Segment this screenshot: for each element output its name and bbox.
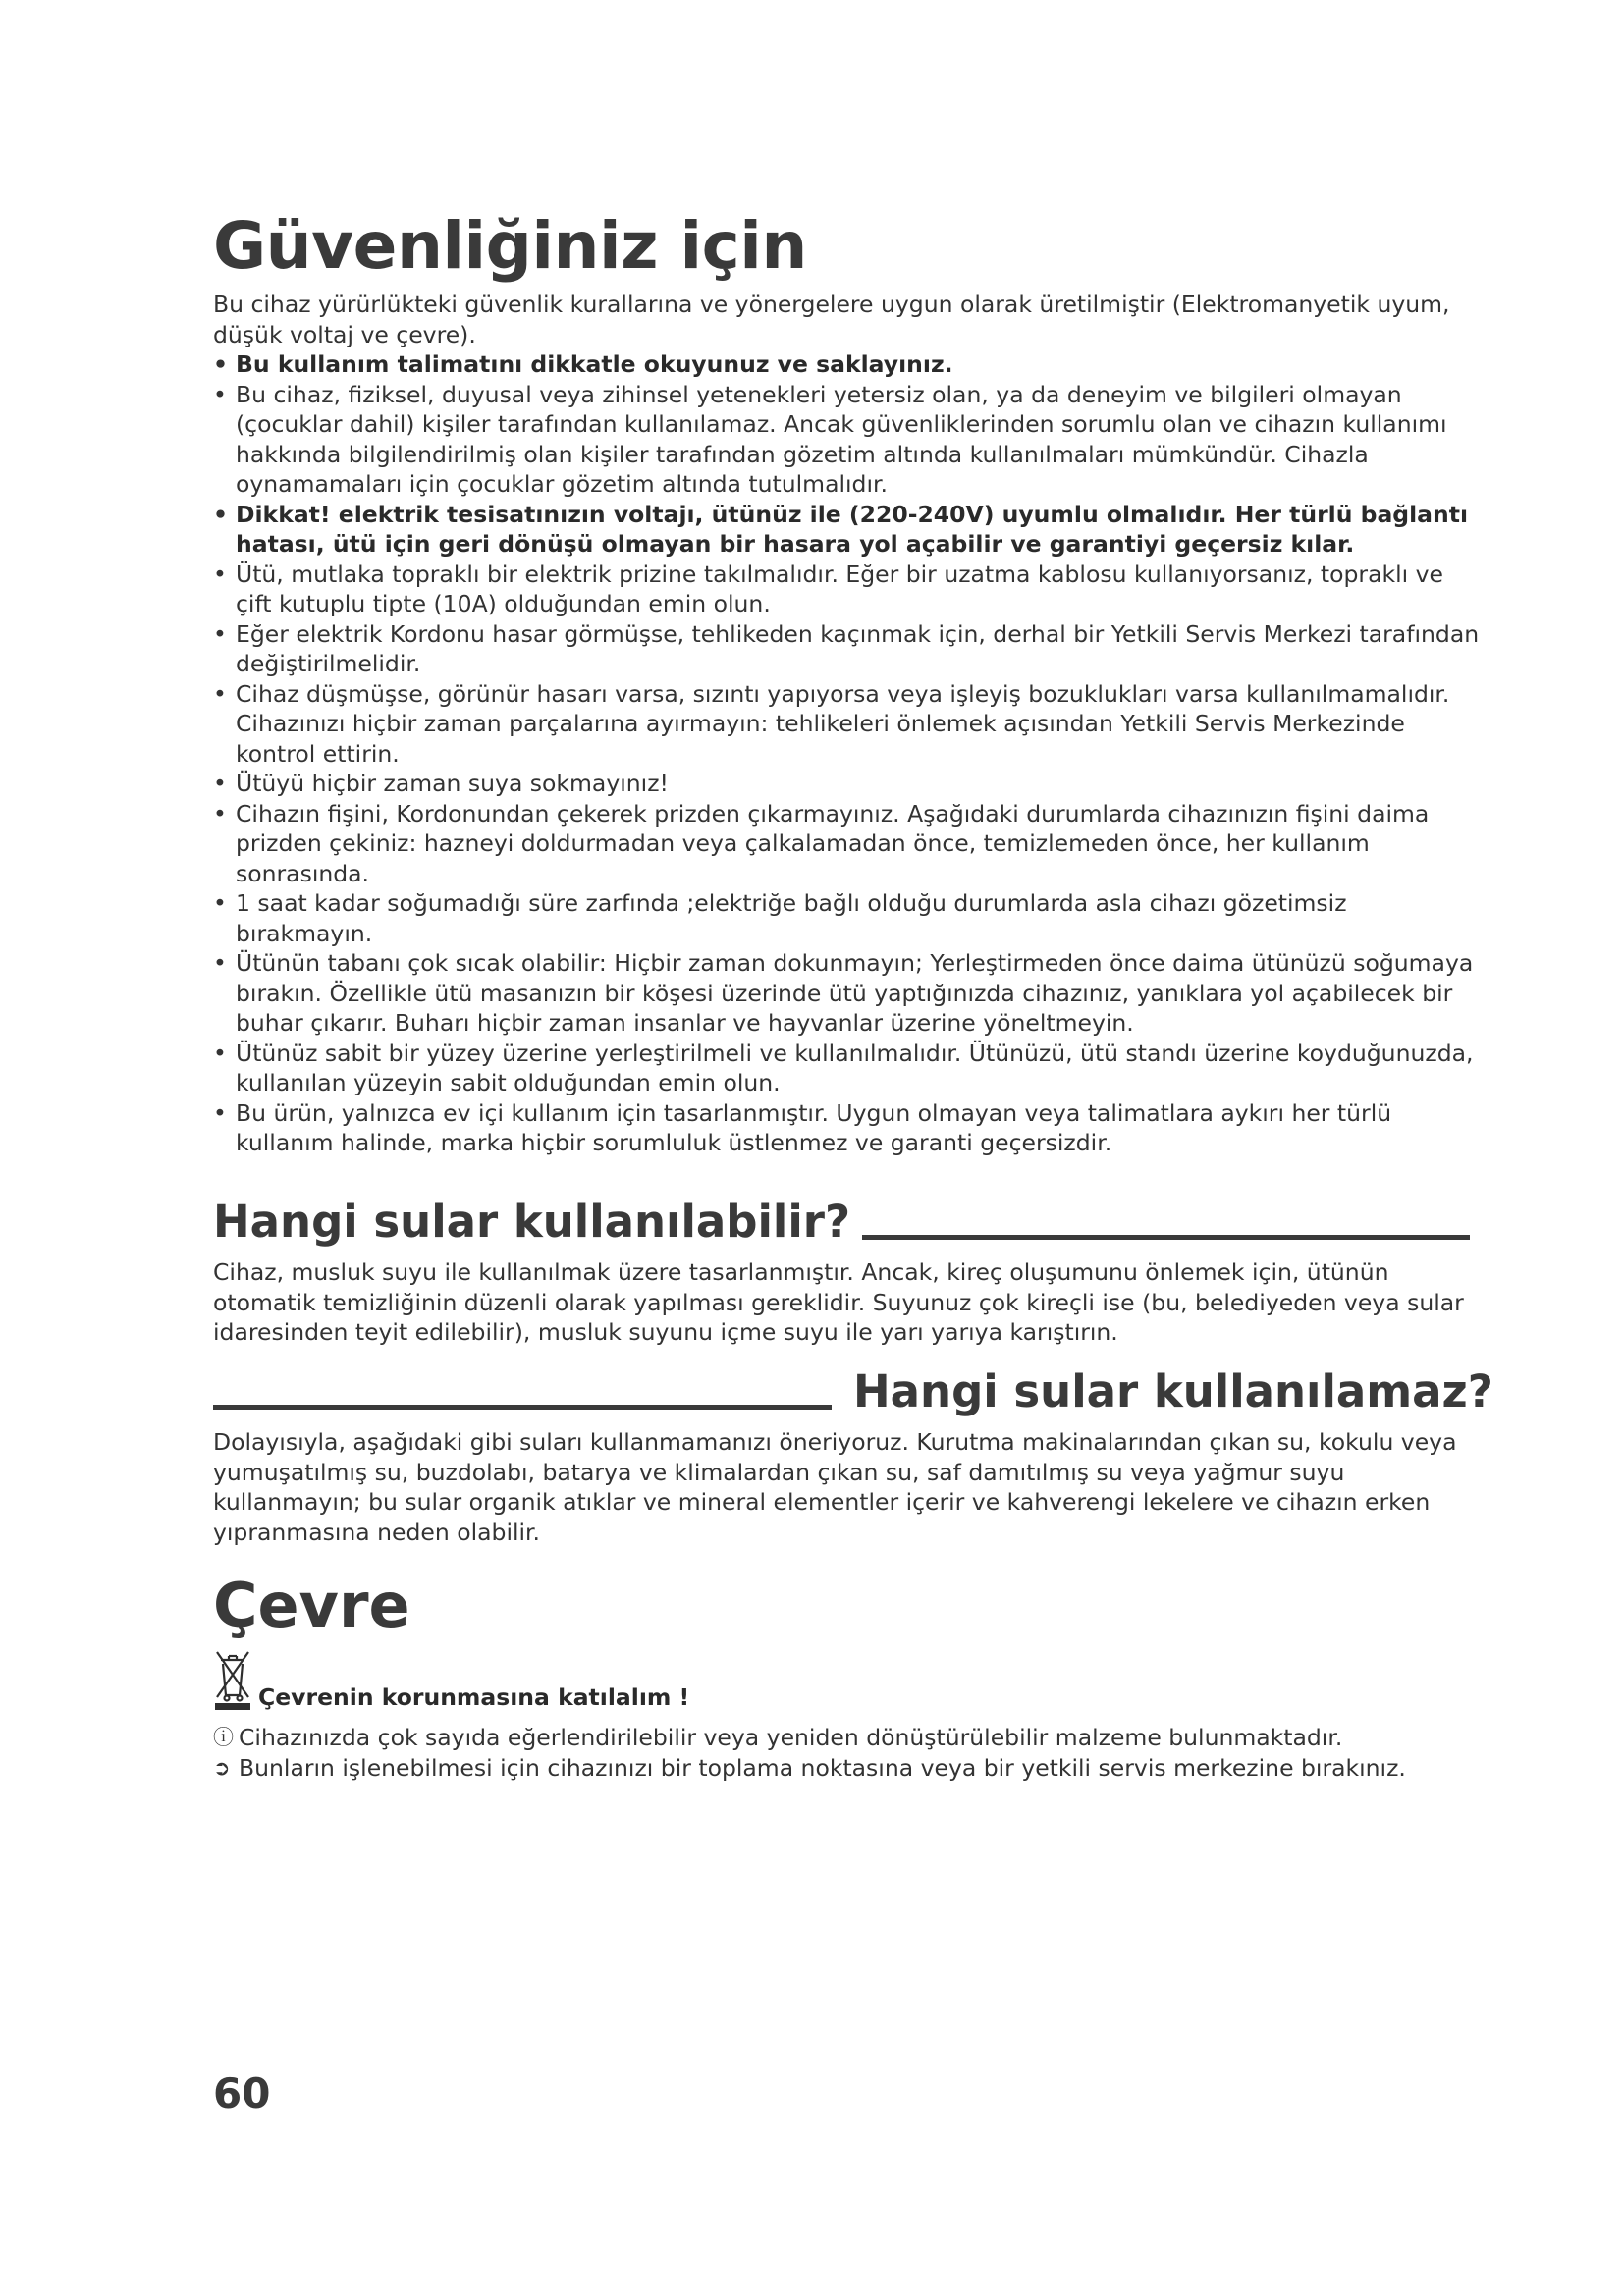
- list-item: • Ütünüz sabit bir yüzey üzerine yerleştirilmeli ve kullanılmalıdır. Ütünüzü, ütü standı üzerine koyduğunuzda, kullanılan yüzeyin sabit olduğundan emin olun.: [213, 1039, 1480, 1098]
- list-item: • Bu cihaz, fiziksel, duyusal veya zihinsel yetenekleri yetersiz olan, ya da deneyim ve bilgileri olmayan (çocuklar dahil) kişiler tarafından kullanılamaz. Ancak güvenliklerinden sorumlu olan ve cihazın kullanımı hakkında bilgilendirilmiş olan kişiler tarafından gözetim altında kullanılmaları mümkündür. Cihazla oynamamaları için çocuklar gözetim altında tutulmalıdır.: [213, 380, 1480, 500]
- title-rule: [862, 1235, 1470, 1240]
- arrow-circle-icon: ➲: [213, 1755, 231, 1780]
- page-number: 60: [213, 2069, 271, 2117]
- info-circle-icon: ⓘ: [213, 1726, 234, 1749]
- list-item: • Bu kullanım talimatını dikkatle okuyunuz ve saklayınız.: [213, 349, 1480, 380]
- environment-title: Çevre: [213, 1570, 410, 1641]
- unusable-water-title: Hangi sular kullanılamaz?: [853, 1365, 1493, 1417]
- note-text: Bunların işlenebilmesi için cihazınızı bir toplama noktasına veya bir yetkili servis merkezine bırakınız.: [239, 1753, 1406, 1782]
- list-item: • Ütünün tabanı çok sıcak olabilir: Hiçbir zaman dokunmayın; Yerleştirmeden önce daima ütünüzü soğumaya bırakın. Özellikle ütü masanızın bir köşesi üzerinde ütü yaptığınızda cihazınız, yanıklara yol açabilecek bir buhar çıkarır. Buharı hiçbir zaman insanlar ve hayvanlar üzerine yöneltmeyin.: [213, 948, 1480, 1039]
- list-item: • Bu ürün, yalnızca ev içi kullanım için tasarlanmıştır. Uygun olmayan veya talimatlara aykırı her türlü kullanım halinde, marka hiçbir sorumluluk üstlenmez ve garanti geçersizdir.: [213, 1098, 1480, 1158]
- list-item: • Dikkat! elektrik tesisatınızın voltajı, ütünüz ile (220-240V) uyumlu olmalıdır. Her türlü bağlantı hatası, ütü için geri dönüşü olmayan bir hasara yol açabilir ve garantiyi geçersiz kılar.: [213, 500, 1480, 560]
- safety-list: [213, 349, 1480, 1158]
- weee-crossed-bin-icon: [213, 1646, 252, 1711]
- list-item: [213, 1723, 1470, 1753]
- note-text: Cihazınızda çok sayıda eğerlendirilebilir veya yeniden dönüştürülebilir malzeme bulunmaktadır.: [239, 1724, 1343, 1751]
- list-item: • Ütüyü hiçbir zaman suya sokmayınız!: [213, 769, 1480, 799]
- unusable-water-text: Dolayısıyla, aşağıdaki gibi suları kullanmamanızı öneriyoruz. Kurutma makinalarından çıkan su, kokulu veya yumuşatılmış su, buzdolabı, batarya ve klimalardan çıkan su, saf damıtılmış su veya yağmur suyu kullanmayın; bu sular organik atıklar ve mineral elementler içerir ve kahverengi lekelere ve cihazın erken yıpranmasına neden olabilir.: [213, 1428, 1457, 1546]
- usable-water-text: Cihaz, musluk suyu ile kullanılmak üzere tasarlanmıştır. Ancak, kireç oluşumunu önlemek için, ütünün otomatik temizliğinin düzenli olarak yapılması gereklidir. Suyunuz çok kireçli ise (bu, belediyeden veya sular idaresinden teyit edilebilir), musluk suyunu içme suyu ile yarı yarıya karıştırın.: [213, 1258, 1464, 1346]
- environment-notes: [213, 1723, 1470, 1783]
- environment-section: [213, 1570, 1470, 1783]
- usable-water-section: [213, 1196, 1470, 1348]
- environment-caption: Çevrenin korunmasına katılalım !: [258, 1683, 690, 1711]
- usable-water-title: Hangi sular kullanılabilir?: [213, 1196, 851, 1248]
- manual-page: [213, 0, 1493, 2296]
- safety-title: Güvenliğiniz için: [213, 208, 807, 284]
- list-item: • Cihaz düşmüşse, görünür hasarı varsa, sızıntı yapıyorsa veya işleyiş bozuklukları varsa kullanılmamalıdır. Cihazınızı hiçbir zaman parçalarına ayırmayın: tehlikeleri önlemek açısından Yetkili Servis Merkezinde kontrol ettirin.: [213, 679, 1480, 770]
- safety-intro: Bu cihaz yürürlükteki güvenlik kurallarına ve yönergelere uygun olarak üretilmiştir (Elektromanyetik uyum, düşük voltaj ve çevre).: [213, 291, 1450, 348]
- list-item: • Eğer elektrik Kordonu hasar görmüşse, tehlikeden kaçınmak için, derhal bir Yetkili Servis Merkezi tarafından değiştirilmelidir.: [213, 619, 1480, 679]
- list-item: [213, 1753, 1470, 1784]
- list-item: • Cihazın fişini, Kordonundan çekerek prizden çıkarmayınız. Aşağıdaki durumlarda cihazınızın fişini daima prizden çekiniz: hazneyi doldurmadan veya çalkalamadan önce, temizlemeden önce, her kullanım sonrasında.: [213, 799, 1480, 889]
- title-rule: [213, 1405, 832, 1410]
- list-item: • Ütü, mutlaka topraklı bir elektrik prizine takılmalıdır. Eğer bir uzatma kablosu kullanıyorsanız, topraklı ve çift kutuplu tipte (10A) olduğundan emin olun.: [213, 560, 1480, 619]
- list-item: • 1 saat kadar soğumadığı süre zarfında ;elektriğe bağlı olduğu durumlarda asla cihazı gözetimsiz bırakmayın.: [213, 888, 1480, 948]
- safety-section: [213, 290, 1480, 1158]
- unusable-water-section: [213, 1365, 1493, 1547]
